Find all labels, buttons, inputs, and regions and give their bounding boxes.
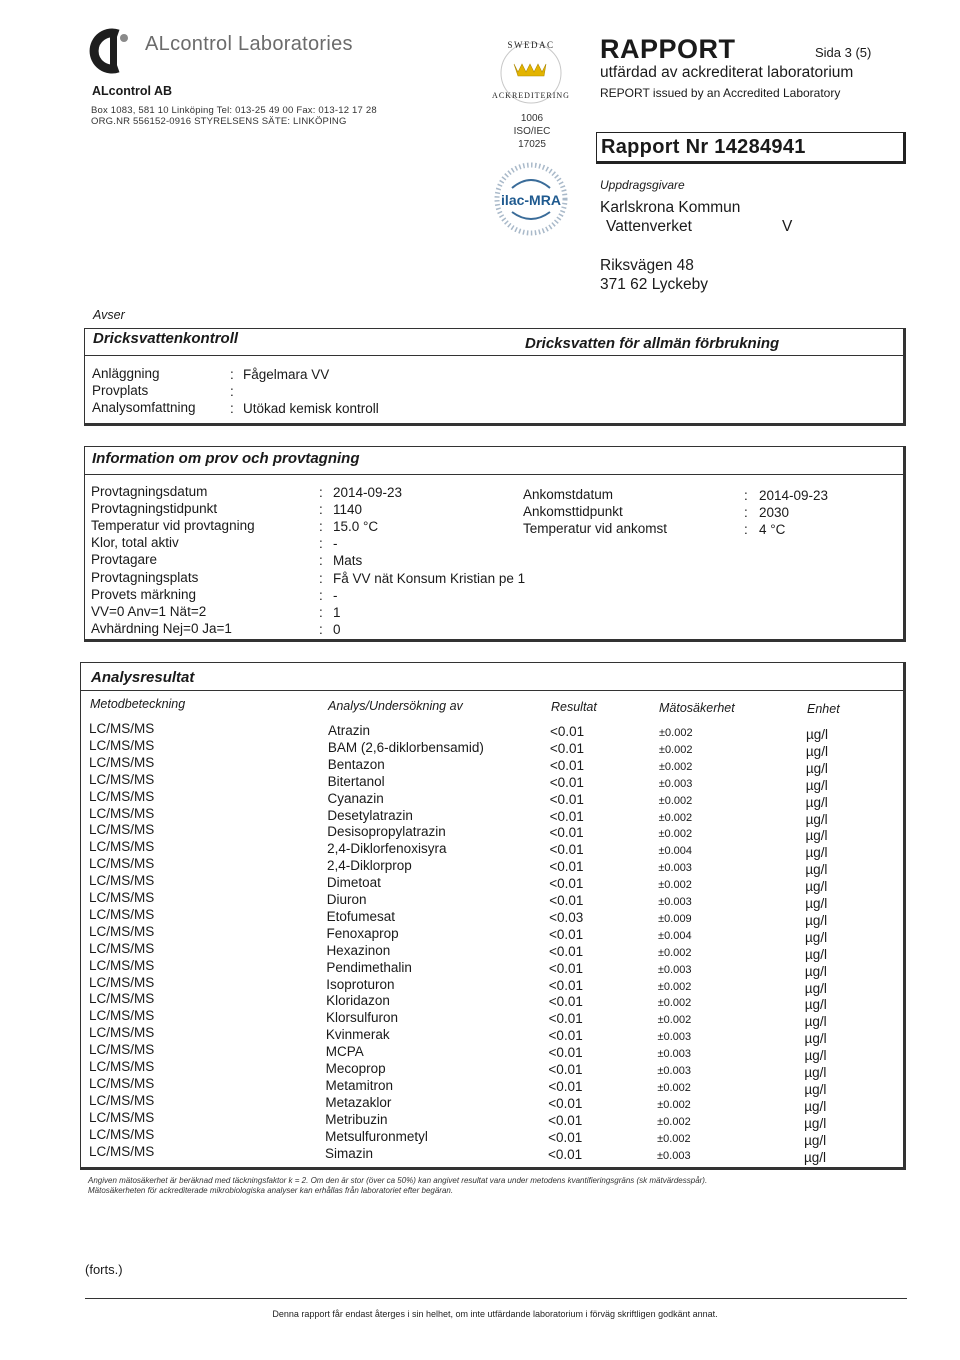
result-method: LC/MS/MS [89, 873, 155, 889]
client-label: Uppdragsgivare [600, 178, 685, 192]
info-row-label: VV=0 Anv=1 Nät=2 [91, 603, 207, 619]
result-uncertainty: ±0.003 [657, 963, 692, 976]
lab-name: ALcontrol Laboratories [145, 33, 353, 55]
avser-row-sep: : [230, 367, 234, 382]
footer-divider [85, 1298, 907, 1299]
result-unit: µg/l [805, 896, 828, 911]
result-method: LC/MS/MS [89, 1008, 155, 1024]
result-analysis: Metribuzin [325, 1111, 388, 1127]
result-value: <0.01 [548, 1011, 583, 1027]
result-uncertainty: ±0.003 [657, 1031, 692, 1044]
result-unit: µg/l [804, 1149, 827, 1165]
result-unit: µg/l [804, 1081, 827, 1097]
info-row-value: 1 [333, 604, 341, 620]
result-unit: µg/l [804, 963, 827, 979]
result-value: <0.01 [549, 808, 584, 824]
result-unit: µg/l [804, 1014, 827, 1030]
info-row-value: 0 [333, 621, 341, 637]
client-department: Vattenverket [606, 218, 692, 235]
info-row-label: Provtagningsdatum [91, 484, 208, 499]
result-analysis: Metamitron [325, 1077, 393, 1093]
avser-divider [84, 355, 906, 356]
result-uncertainty: ±0.003 [657, 1048, 692, 1061]
result-method: LC/MS/MS [89, 856, 155, 872]
report-number: Rapport Nr 14284941 [601, 136, 806, 158]
result-analysis: Diuron [326, 892, 367, 907]
svg-text:ilac-MRA: ilac-MRA [501, 192, 561, 208]
result-analysis: Simazin [325, 1145, 374, 1161]
result-uncertainty: ±0.009 [658, 912, 692, 925]
info-row-sep: : [744, 522, 748, 538]
client-postal: 371 62 Lyckeby [600, 276, 709, 293]
alcontrol-logo-icon [88, 28, 134, 74]
result-method: LC/MS/MS [89, 721, 155, 736]
sample-info-divider [84, 474, 906, 475]
result-method: LC/MS/MS [89, 1075, 155, 1091]
page-indicator: Sida 3 (5) [815, 45, 872, 60]
info-row-value: - [333, 587, 338, 603]
result-analysis: Isoproturon [326, 976, 395, 992]
result-value: <0.01 [548, 1062, 583, 1077]
result-unit: µg/l [805, 777, 828, 793]
result-method: LC/MS/MS [89, 957, 155, 973]
info-row-value: 2014-09-23 [333, 485, 403, 500]
avser-row-sep: : [230, 384, 234, 399]
result-method: LC/MS/MS [89, 1126, 155, 1142]
avser-row-value: Fågelmara VV [243, 367, 330, 382]
result-unit: µg/l [804, 980, 827, 996]
result-uncertainty: ±0.003 [658, 862, 692, 875]
info-row-sep: : [319, 570, 323, 586]
info-row-value: - [333, 536, 338, 552]
result-value: <0.01 [549, 876, 584, 892]
result-unit: µg/l [805, 828, 828, 844]
result-analysis: 2,4-Diklorprop [327, 858, 412, 874]
result-value: <0.01 [548, 977, 583, 993]
info-row-sep: : [319, 621, 323, 637]
result-uncertainty: ±0.003 [658, 896, 692, 908]
result-analysis: 2,4-Diklorfenoxisyra [327, 841, 447, 857]
sample-info-box [84, 446, 906, 642]
result-unit: µg/l [805, 760, 828, 776]
result-uncertainty: ±0.002 [658, 811, 693, 824]
result-method: LC/MS/MS [89, 974, 155, 990]
result-analysis: Cyanazin [327, 790, 384, 806]
result-method: LC/MS/MS [89, 1025, 155, 1041]
result-analysis: Mecoprop [325, 1061, 386, 1076]
result-method: LC/MS/MS [89, 839, 155, 855]
result-analysis: Metsulfuronmetyl [325, 1128, 428, 1144]
result-uncertainty: ±0.002 [657, 997, 692, 1010]
result-unit: µg/l [805, 912, 828, 928]
result-method: LC/MS/MS [89, 890, 155, 905]
result-value: <0.01 [548, 1129, 583, 1145]
result-uncertainty: ±0.002 [657, 1115, 691, 1128]
result-analysis: MCPA [325, 1044, 364, 1060]
result-unit: µg/l [804, 997, 827, 1013]
result-unit: µg/l [805, 879, 828, 895]
info-row-sep: : [744, 505, 748, 521]
info-row-label: Provtagningsplats [91, 569, 199, 585]
info-row-sep: : [744, 488, 748, 503]
result-analysis: Bitertanol [327, 773, 385, 789]
result-uncertainty: ±0.002 [657, 1014, 692, 1027]
result-analysis: Klorsulfuron [325, 1010, 398, 1026]
continued-label: (forts.) [85, 1262, 123, 1277]
result-uncertainty: ±0.004 [658, 845, 693, 858]
result-uncertainty: ±0.002 [658, 794, 693, 807]
report-subtitle-en: REPORT issued by an Accredited Laboratory [600, 86, 841, 100]
result-uncertainty: ±0.003 [657, 1065, 691, 1077]
col-header-result: Resultat [551, 700, 597, 714]
company-registration: ORG.NR 556152-0916 STYRELSENS SÄTE: LINKÖPING [91, 116, 347, 127]
result-analysis: Dimetoat [326, 875, 381, 891]
company-address: Box 1083, 581 10 Linköping Tel: 013-25 49 00 Fax: 013-12 17 28 [91, 105, 377, 116]
result-analysis: Bentazon [327, 756, 385, 772]
info-row-value: 2030 [759, 505, 790, 521]
result-method: LC/MS/MS [89, 788, 155, 804]
result-unit: µg/l [806, 727, 829, 742]
result-unit: µg/l [804, 1031, 827, 1047]
result-value: <0.01 [548, 1095, 583, 1111]
results-box [80, 662, 906, 1170]
result-value: <0.01 [549, 859, 584, 875]
report-title: RAPPORT [600, 34, 736, 64]
result-value: <0.01 [548, 1045, 583, 1061]
result-value: <0.01 [549, 757, 584, 773]
result-method: LC/MS/MS [89, 1059, 155, 1074]
result-analysis: Pendimethalin [326, 959, 412, 975]
result-uncertainty: ±0.002 [658, 879, 692, 892]
result-uncertainty: ±0.002 [658, 743, 693, 756]
result-unit: µg/l [804, 1065, 827, 1080]
result-uncertainty: ±0.002 [657, 1098, 691, 1111]
info-row-sep: : [319, 502, 323, 518]
info-row-value: Få VV nät Konsum Kristian pe 1 [333, 570, 526, 586]
result-uncertainty: ±0.002 [657, 1081, 691, 1094]
avser-row-label: Anläggning [92, 366, 160, 381]
info-row-label: Temperatur vid ankomst [523, 521, 668, 537]
result-analysis: Desisopropylatrazin [327, 824, 446, 840]
footer-disclaimer: Denna rapport får endast återges i sin helhet, om inte utfärdande laboratorium i förväg skriftligen godkänt annat. [272, 1309, 718, 1319]
result-method: LC/MS/MS [89, 1092, 155, 1108]
info-row-value: 1140 [333, 502, 363, 518]
result-analysis: Metazaklor [325, 1094, 392, 1110]
result-method: LC/MS/MS [89, 991, 155, 1007]
results-title: Analysresultat [91, 669, 195, 686]
info-row-label: Ankomsttidpunkt [523, 504, 623, 520]
result-uncertainty: ±0.002 [657, 946, 692, 959]
info-row-label: Provtagare [91, 552, 158, 568]
result-uncertainty: ±0.002 [657, 1132, 691, 1145]
result-unit: µg/l [805, 811, 828, 827]
result-unit: µg/l [805, 929, 828, 945]
info-row-label: Avhärdning Nej=0 Ja=1 [91, 620, 232, 636]
svg-text:SWEDAC: SWEDAC [507, 40, 555, 50]
info-row-sep: : [319, 485, 323, 500]
result-unit: µg/l [805, 743, 828, 759]
result-method: LC/MS/MS [89, 906, 155, 922]
result-analysis: Fenoxaprop [326, 925, 399, 941]
info-row-sep: : [319, 604, 323, 620]
result-value: <0.01 [549, 774, 584, 790]
result-uncertainty: ±0.003 [658, 777, 693, 790]
info-row-sep: : [319, 553, 323, 569]
result-method: LC/MS/MS [89, 754, 155, 770]
result-uncertainty: ±0.002 [658, 760, 693, 773]
result-uncertainty: ±0.003 [657, 1149, 691, 1162]
result-value: <0.01 [548, 960, 584, 976]
info-row-label: Provtagningstidpunkt [91, 501, 218, 517]
client-street: Riksvägen 48 [600, 257, 694, 274]
result-value: <0.01 [549, 893, 584, 908]
avser-row-sep: : [230, 401, 234, 416]
result-unit: µg/l [804, 1098, 827, 1114]
result-method: LC/MS/MS [89, 940, 155, 956]
avser-row-label: Provplats [92, 383, 149, 398]
swedac-seal-icon [492, 34, 570, 112]
result-value: <0.01 [548, 1028, 583, 1044]
info-row-label: Provets märkning [91, 586, 197, 602]
result-method: LC/MS/MS [89, 822, 155, 838]
result-value: <0.01 [549, 926, 584, 942]
result-analysis: Etofumesat [326, 908, 395, 924]
avser-left-title: Dricksvattenkontroll [93, 330, 239, 347]
info-row-value: 2014-09-23 [759, 488, 829, 503]
result-analysis: Desetylatrazin [327, 807, 413, 823]
result-value: <0.03 [549, 909, 584, 925]
result-unit: µg/l [804, 1115, 827, 1131]
result-unit: µg/l [804, 946, 827, 962]
result-value: <0.01 [549, 740, 585, 756]
sample-info-title: Information om prov och provtagning [92, 450, 360, 467]
footnote-microbiology: Mätosäkerheten för ackrediterade mikrobiologiska analyser kan erhållas från laboratoriet efter begäran. [88, 1186, 454, 1195]
result-unit: µg/l [805, 862, 828, 878]
result-method: LC/MS/MS [89, 1143, 155, 1159]
result-value: <0.01 [549, 842, 584, 858]
result-method: LC/MS/MS [89, 805, 155, 821]
result-value: <0.01 [549, 791, 584, 807]
accreditation-number: 1006 ISO/IEC 17025 [513, 113, 551, 150]
info-row-value: 4 °C [759, 522, 786, 538]
company-name: ALcontrol AB [92, 84, 173, 98]
info-row-label: Ankomstdatum [523, 487, 614, 502]
result-value: <0.01 [548, 943, 584, 959]
result-unit: µg/l [804, 1132, 827, 1148]
info-row-value: Mats [333, 553, 363, 569]
ilac-mra-logo-icon [492, 160, 570, 238]
result-value: <0.01 [548, 994, 583, 1010]
info-row-label: Klor, total aktiv [91, 535, 179, 551]
result-method: LC/MS/MS [89, 771, 155, 787]
avser-right-title: Dricksvatten för allmän förbrukning [525, 335, 780, 352]
info-row-label: Temperatur vid provtagning [91, 518, 255, 534]
result-method: LC/MS/MS [89, 737, 155, 753]
result-method: LC/MS/MS [89, 1042, 155, 1058]
result-uncertainty: ±0.002 [659, 727, 693, 739]
report-subtitle-sv: utfärdad av ackrediterat laboratorium [600, 64, 854, 81]
result-analysis: Hexazinon [326, 942, 391, 958]
result-value: <0.01 [550, 724, 585, 739]
result-value: <0.01 [548, 1078, 583, 1094]
info-row-value: 15.0 °C [333, 519, 379, 535]
result-analysis: Atrazin [328, 723, 371, 738]
col-header-method: Metodbeteckning [90, 697, 186, 711]
info-row-sep: : [319, 587, 323, 603]
result-method: LC/MS/MS [89, 923, 155, 939]
footnote-uncertainty: Angiven mätosäkerhet är beräknad med täckningsfaktor k = 2. Om den är stor (över ca 50%) kan angivet resultat vara under metodens kvantifieringsgräns (sk mätvärdesspår). [88, 1176, 708, 1185]
result-uncertainty: ±0.002 [657, 980, 692, 993]
col-header-uncertainty: Mätosäkerhet [659, 701, 735, 715]
avser-row-label: Analysomfattning [92, 400, 196, 415]
info-row-sep: : [319, 536, 323, 552]
result-unit: µg/l [805, 794, 828, 810]
avser-row-value: Utökad kemisk kontroll [243, 401, 379, 416]
client-marker: V [782, 218, 793, 235]
results-divider [80, 690, 906, 691]
result-uncertainty: ±0.002 [658, 828, 693, 841]
col-header-analysis: Analys/Undersökning av [328, 699, 463, 713]
result-method: LC/MS/MS [89, 1109, 155, 1125]
result-value: <0.01 [548, 1146, 583, 1162]
client-name: Karlskrona Kommun [600, 199, 741, 216]
result-analysis: Kvinmerak [325, 1027, 390, 1043]
result-value: <0.01 [549, 825, 584, 841]
result-unit: µg/l [804, 1048, 827, 1064]
result-uncertainty: ±0.004 [658, 929, 692, 942]
avser-label: Avser [93, 308, 125, 322]
info-row-sep: : [319, 519, 323, 535]
col-header-unit: Enhet [807, 702, 840, 716]
result-analysis: Kloridazon [326, 993, 390, 1009]
result-unit: µg/l [805, 845, 828, 861]
svg-text:ACKREDITERING: ACKREDITERING [492, 91, 570, 100]
result-analysis: BAM (2,6-diklorbensamid) [327, 739, 484, 755]
result-value: <0.01 [548, 1112, 583, 1128]
